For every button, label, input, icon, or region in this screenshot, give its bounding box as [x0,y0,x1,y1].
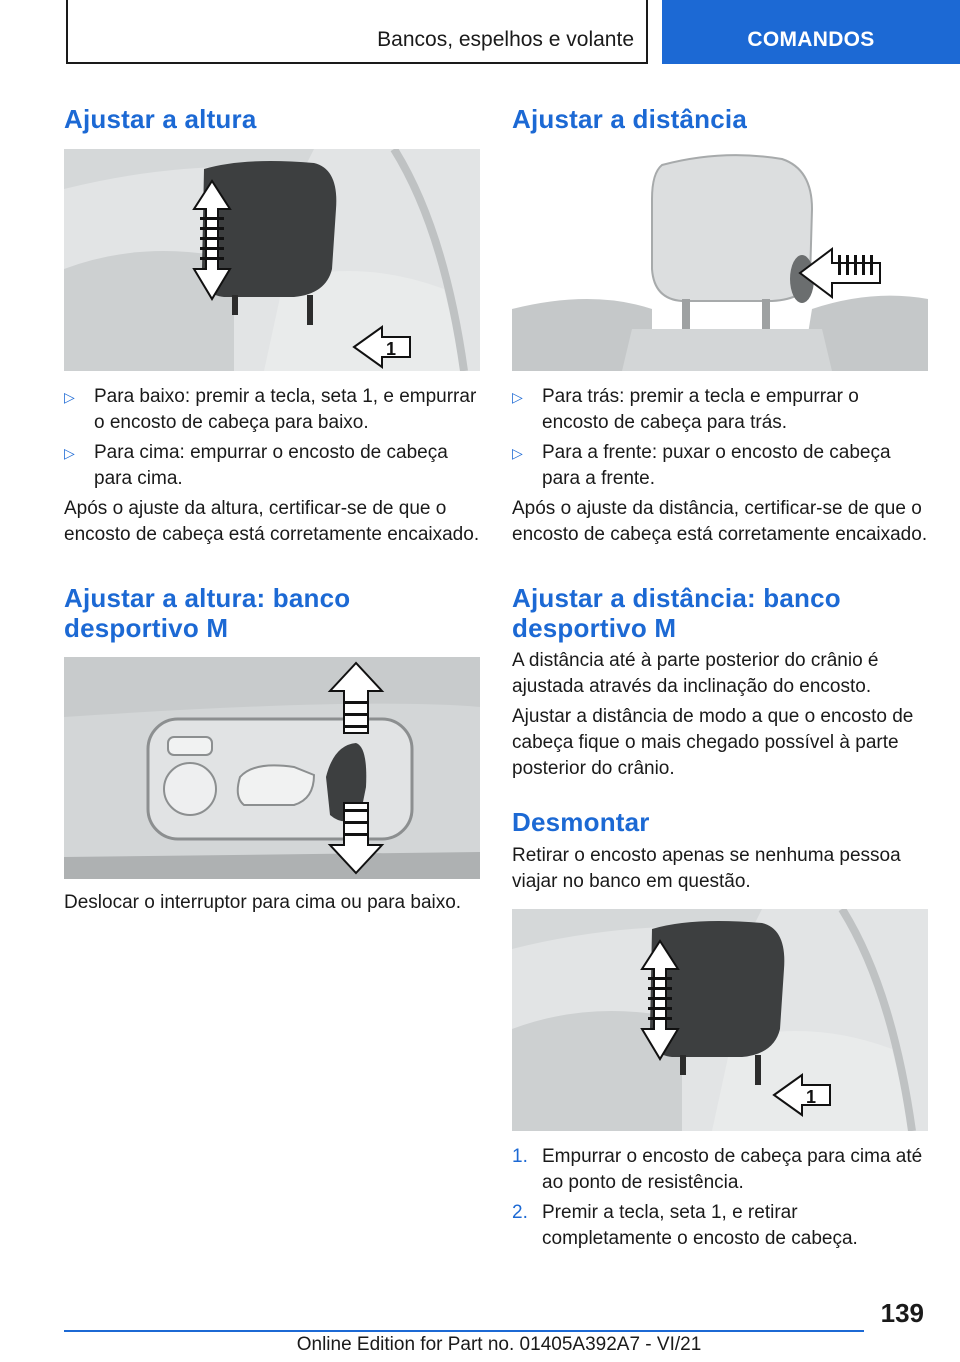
section-title-ajustar-distancia: Ajustar a distância [512,104,747,134]
figure-arrow-label: 1 [386,339,397,359]
step-item-2: 2. Premir a tecla, seta 1, e retirar completamente o encosto de cabeça. [512,1202,858,1249]
figure-sport-seat-switch [64,657,480,879]
figure-arrow-label: 1 [806,1087,817,1107]
step-number: 1. [512,1146,528,1167]
triangle-right-icon: ▷ [64,445,75,461]
note-distance-lock: Após o ajuste da distância, certificar-se de que o encosto de cabeça está corretamente encaixado. [512,498,928,545]
section-title-ajustar-altura: Ajustar a altura [64,104,257,134]
page-number: 139 [880,1298,924,1328]
step-number: 2. [512,1202,528,1223]
headrest-height-illustration [64,149,480,371]
triangle-right-icon: ▷ [512,389,523,405]
triangle-right-icon: ▷ [64,389,75,405]
header-chapter-tab [662,0,960,64]
footer-edition: Online Edition for Part no. 01405A392A7 - VI/21 [296,1334,702,1355]
triangle-right-icon: ▷ [512,445,523,461]
header-section-box [66,0,648,64]
headrest-distance-illustration [512,149,928,371]
section-title-distancia-banco-desportivo: Ajustar a distância: banco desportivo M [512,583,841,643]
text-distance-inclination: A distância até à parte posterior do crânio é ajustada através da inclinação do encosto. [512,650,879,697]
list-item-distance-forward: ▷ Para a frente: puxar o encosto de cabeça para a frente. [512,442,891,489]
list-item-distance-back: ▷ Para trás: premir a tecla e empurrar o encosto de cabeça para trás. [512,386,859,433]
text-distance-adjust: Ajustar a distância de modo a que o encosto de cabeça fique o mais chegado possível à parte posterior do crânio. [512,706,914,779]
header-chapter-title: COMANDOS [747,28,875,51]
figure-headrest-distance [512,149,928,371]
sport-seat-switch-illustration [64,657,480,879]
footer-divider [64,1330,864,1332]
note-height-lock: Após o ajuste da altura, certificar-se de que o encosto de cabeça está corretamente encaixado. [64,498,480,545]
section-title-altura-banco-desportivo: Ajustar a altura: banco desportivo M [64,583,351,643]
step-item-1: 1. Empurrar o encosto de cabeça para cima até ao ponto de resistência. [512,1146,923,1193]
list-item-height-down: ▷ Para baixo: premir a tecla, seta 1, e empurrar o encosto de cabeça para baixo. [64,386,477,433]
headrest-removal-illustration [512,909,928,1131]
text-remove-condition: Retirar o encosto apenas se nenhuma pessoa viajar no banco em questão. [512,845,901,892]
header-section-title: Bancos, espelhos e volante [377,28,634,51]
list-item-height-up: ▷ Para cima: empurrar o encosto de cabeça para cima. [64,442,448,489]
figure-headrest-removal [512,909,928,1131]
text-switch-move: Deslocar o interruptor para cima ou para baixo. [64,892,462,913]
section-title-desmontar: Desmontar [512,807,650,837]
figure-headrest-height [64,149,480,371]
